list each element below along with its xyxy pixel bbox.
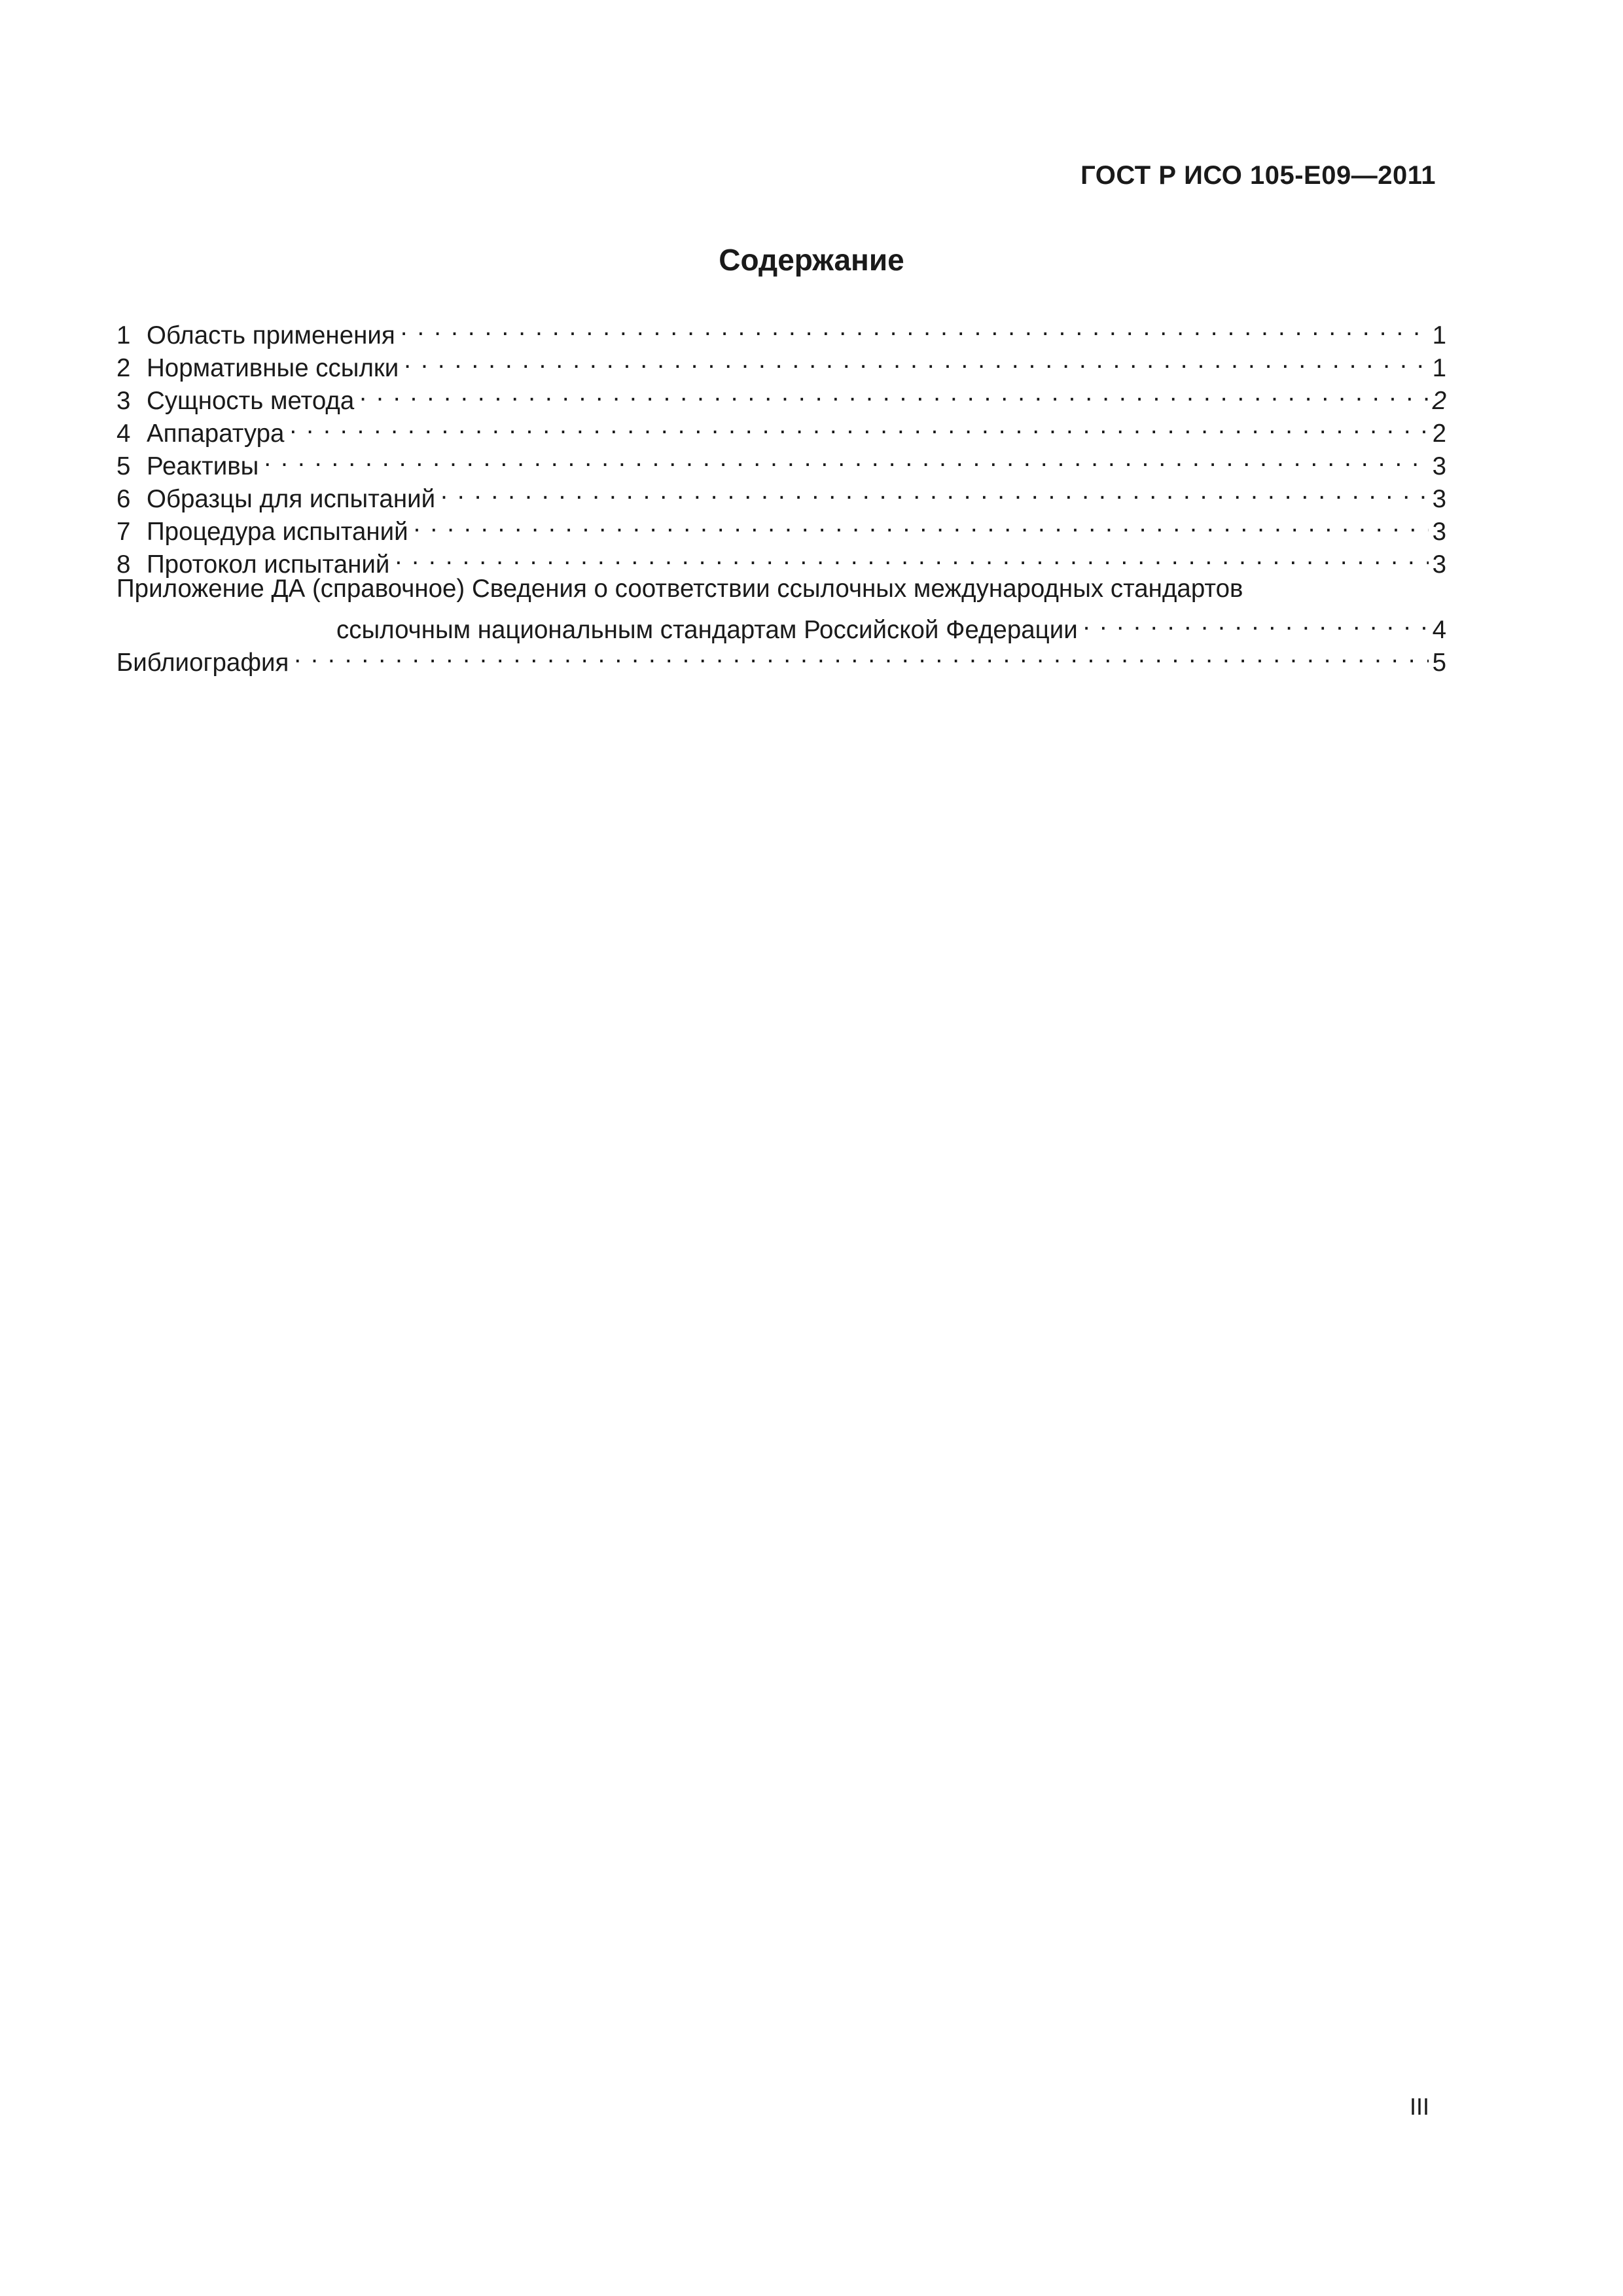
dot-leader (264, 442, 1428, 475)
toc-item-page: 2 (1432, 420, 1446, 448)
toc-item-label: Область применения (147, 321, 395, 350)
toc-item-page: 3 (1432, 550, 1446, 579)
toc-item-number: 7 (116, 518, 131, 546)
toc-item-bibliography[interactable] (116, 638, 1446, 677)
toc-item-number: 8 (116, 550, 131, 579)
toc-item-page: 3 (1432, 452, 1446, 480)
dot-leader (440, 475, 1428, 507)
toc-item-annex[interactable] (116, 605, 1446, 644)
toc-item-test-specimens[interactable] (116, 475, 1446, 513)
toc-item-label: ссылочным национальным стандартам Российской Федерации (336, 616, 1078, 644)
toc-annex-title[interactable]: Приложение ДА (справочное) Сведения о соответствии ссылочных международных стандартов (116, 575, 1243, 603)
dot-leader (359, 376, 1428, 409)
toc-item-apparatus[interactable] (116, 409, 1446, 448)
page-title: Содержание (719, 243, 904, 277)
dot-leader (1083, 605, 1429, 638)
toc-item-label: Процедура испытаний (147, 518, 408, 546)
dot-leader (414, 507, 1429, 540)
toc-item-label: Нормативные ссылки (147, 354, 399, 382)
toc-item-label: Аппаратура (147, 420, 285, 448)
toc-item-page: 3 (1432, 485, 1446, 513)
document-code: ГОСТ Р ИСО 105-Е09—2011 (1080, 161, 1436, 190)
toc-item-label: Сущность метода (147, 387, 355, 415)
toc-item-reagents[interactable] (116, 442, 1446, 480)
toc-item-scope[interactable] (116, 311, 1446, 350)
table-of-contents (116, 311, 1446, 677)
toc-item-page: 1 (1432, 321, 1446, 350)
dot-leader (289, 409, 1428, 442)
toc-item-page: 2 (1432, 387, 1446, 415)
dot-leader (395, 540, 1428, 573)
toc-item-number: 3 (116, 387, 131, 415)
toc-item-page: 3 (1432, 518, 1446, 546)
toc-item-page: 1 (1432, 354, 1446, 382)
toc-item-number: 5 (116, 452, 131, 480)
toc-item-label: Реактивы (147, 452, 259, 480)
dot-leader (404, 344, 1428, 376)
toc-item-number: 4 (116, 420, 131, 448)
toc-item-page: 4 (1432, 616, 1446, 644)
page-number: III (1409, 2093, 1429, 2120)
dot-leader (294, 638, 1428, 671)
toc-item-number: 2 (116, 354, 131, 382)
toc-item-label: Библиография (116, 649, 289, 677)
toc-item-label: Протокол испытаний (147, 550, 390, 579)
dot-leader (401, 311, 1429, 344)
toc-item-label: Образцы для испытаний (147, 485, 436, 513)
toc-item-page: 5 (1432, 649, 1446, 677)
toc-item-number: 6 (116, 485, 131, 513)
toc-item-number: 1 (116, 321, 131, 350)
